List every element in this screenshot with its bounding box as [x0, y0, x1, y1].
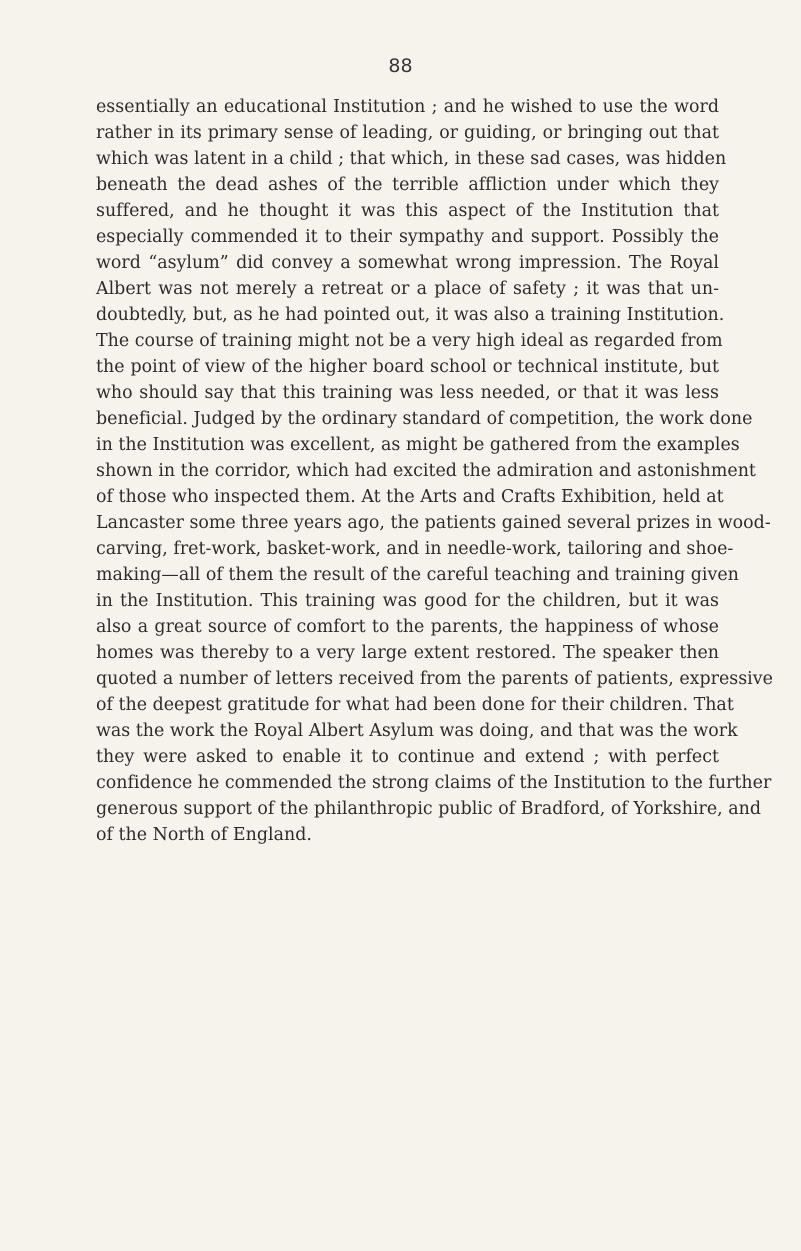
text-line: who should say that this training was less needed, or that it was less: [96, 383, 719, 403]
text-line: in the Institution. This training was good for the children, but it was: [96, 591, 719, 611]
text-line: The course of training might not be a very high ideal as regarded from: [96, 331, 723, 351]
text-line: of those who inspected them. At the Arts and Crafts Exhibition, held at: [96, 487, 724, 507]
text-line: also a great source of comfort to the parents, the happiness of whose: [96, 617, 719, 637]
text-line: Albert was not merely a retreat or a place of safety ; it was that un-: [96, 279, 719, 299]
text-line: rather in its primary sense of leading, or guiding, or bringing out that: [96, 123, 719, 143]
text-line: confidence he commended the strong claims of the Institution to the further: [96, 773, 772, 793]
text-line: the point of view of the higher board school or technical institute, but: [96, 357, 719, 377]
text-line: was the work the Royal Albert Asylum was doing, and that was the work: [96, 721, 738, 741]
text-line: quoted a number of letters received from the parents of patients, expressive: [96, 669, 773, 689]
text-line: they were asked to enable it to continue and extend ; with perfect: [96, 747, 719, 767]
page-number: 88: [388, 55, 413, 77]
text-line: doubtedly, but, as he had pointed out, it was also a training Institution.: [96, 305, 725, 325]
text-line: which was latent in a child ; that which, in these sad cases, was hidden: [96, 149, 727, 169]
text-line: especially commended it to their sympathy and support. Possibly the: [96, 227, 719, 247]
text-line: of the deepest gratitude for what had been done for their children. That: [96, 695, 734, 715]
text-line: homes was thereby to a very large extent restored. The speaker then: [96, 643, 719, 663]
text-line: of the North of England.: [96, 825, 312, 845]
text-line: Lancaster some three years ago, the patients gained several prizes in wood-: [96, 513, 771, 533]
text-line: generous support of the philanthropic public of Bradford, of Yorkshire, and: [96, 799, 762, 819]
text-line: making—all of them the result of the careful teaching and training given: [96, 565, 739, 585]
text-line: shown in the corridor, which had excited the admiration and astonishment: [96, 461, 756, 481]
text-line: beneath the dead ashes of the terrible affliction under which they: [96, 175, 719, 195]
text-line: suffered, and he thought it was this aspect of the Institution that: [96, 201, 719, 221]
body-paragraph: [96, 94, 773, 848]
text-line: word “asylum” did convey a somewhat wrong impression. The Royal: [96, 253, 719, 273]
text-line: essentially an educational Institution ; and he wished to use the word: [96, 97, 719, 117]
text-line: beneficial. Judged by the ordinary standard of competition, the work done: [96, 409, 753, 429]
text-line: carving, fret-work, basket-work, and in needle-work, tailoring and shoe-: [96, 539, 734, 559]
text-line: in the Institution was excellent, as might be gathered from the examples: [96, 435, 740, 455]
